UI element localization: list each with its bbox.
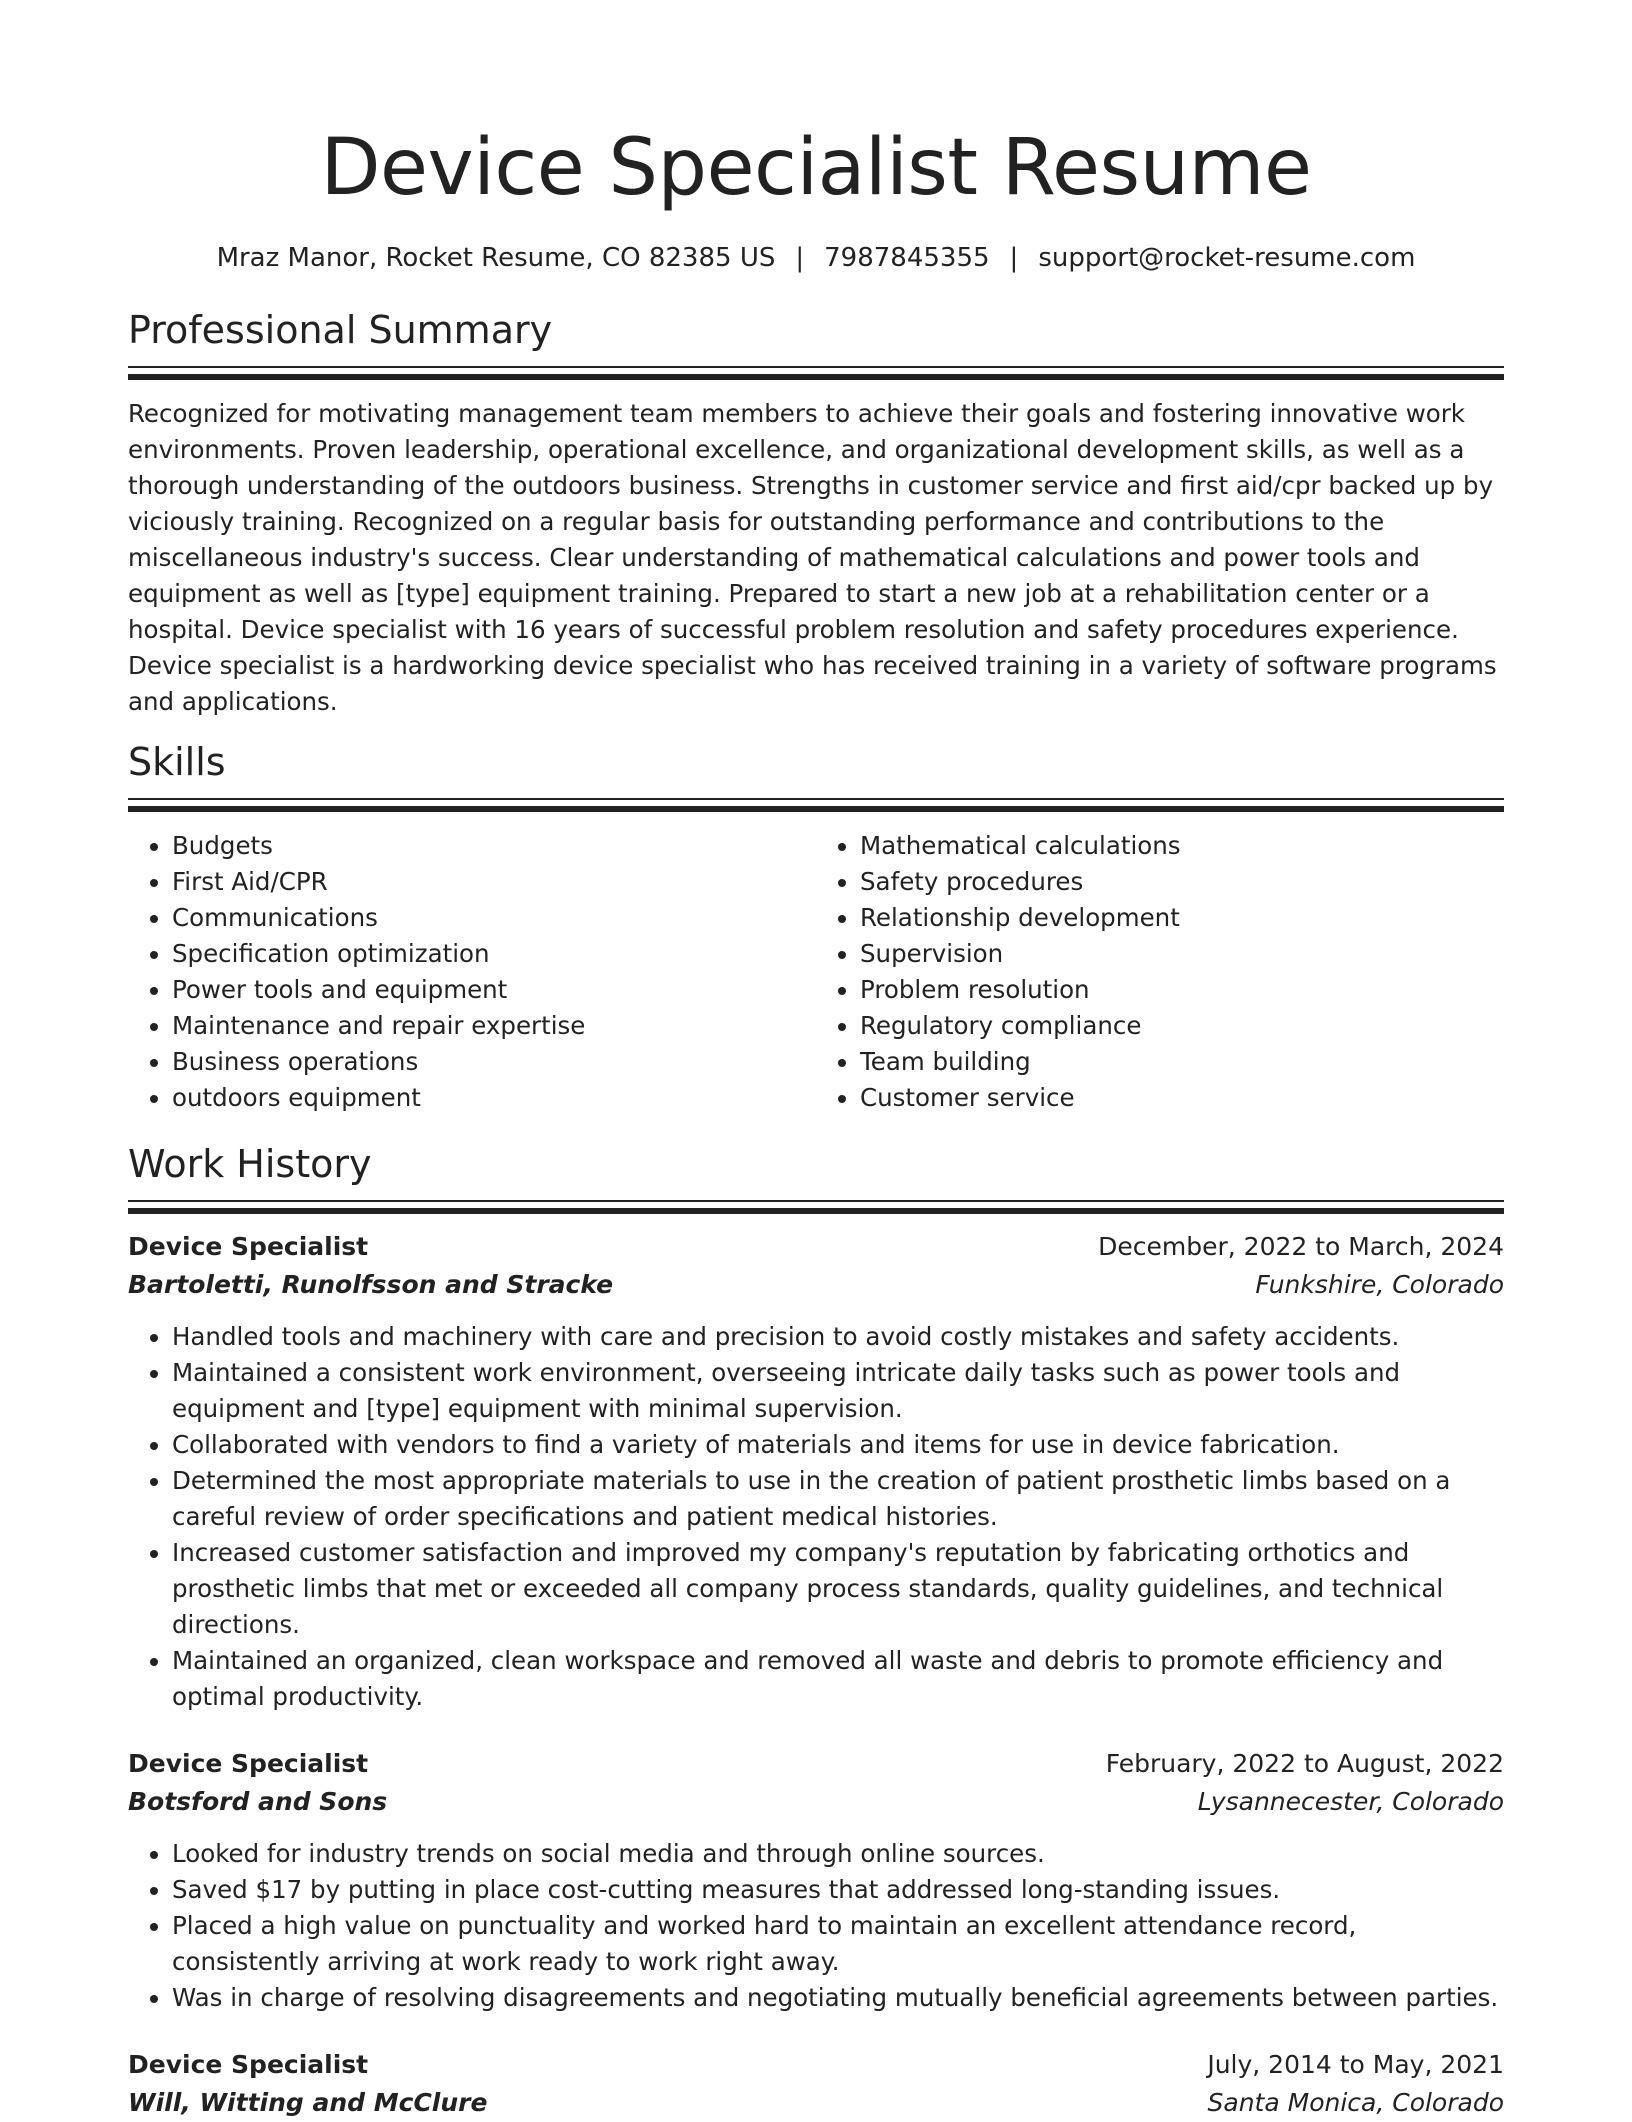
section-rule-thin bbox=[128, 366, 1504, 368]
skills-grid bbox=[128, 828, 1504, 1116]
summary-text: Recognized for motivating management team members to achieve their goals and fostering innovative work environments. Proven leadership, operational excellence, and organizational development skills, as well as a thorough understanding of the outdoors business. Strengths in customer service and first aid/cpr backed up by viciously training. Recognized on a regular basis for outstanding performance and contributions to the miscellaneous industry's success. Clear understanding of mathematical calculations and power tools and equipment as well as [type] equipment training. Prepared to start a new job at a rehabilitation center or a hospital. Device specialist with 16 years of successful problem resolution and safety procedures experience. Device specialist is a hardworking device specialist who has received training in a variety of software programs and applications. bbox=[128, 399, 1497, 716]
job-location: Funkshire, Colorado bbox=[1255, 1270, 1504, 1299]
skill-item: • Safety procedures bbox=[860, 864, 1504, 900]
skill-item: • Regulatory compliance bbox=[860, 1008, 1504, 1044]
skill-item: • Power tools and equipment bbox=[172, 972, 816, 1008]
skill-item: • Specification optimization bbox=[172, 936, 816, 972]
skill-item: • Budgets bbox=[172, 828, 816, 864]
skill-item: • outdoors equipment bbox=[172, 1080, 816, 1116]
job-bullets bbox=[128, 1319, 1504, 1715]
job-bullet: • Was in charge of resolving disagreements and negotiating mutually beneficial agreements between parties. bbox=[172, 1980, 1504, 2016]
job-dates: December, 2022 to March, 2024 bbox=[1098, 1232, 1504, 1261]
skills-column-right bbox=[816, 828, 1504, 1116]
skills-column-left bbox=[128, 828, 816, 1116]
job-subheader-row bbox=[128, 2084, 1504, 2122]
job-title: Device Specialist bbox=[128, 1749, 369, 1778]
job-title: Device Specialist bbox=[128, 1232, 369, 1261]
contact-phone: 7987845355 bbox=[824, 243, 990, 273]
job-subheader-row bbox=[128, 1783, 1504, 1821]
job-bullet: • Increased customer satisfaction and improved my company's reputation by fabricating orthotics and prosthetic limbs that met or exceeded all company process standards, quality guidelines, and technical directions. bbox=[172, 1535, 1504, 1643]
summary-heading: Professional Summary bbox=[128, 308, 553, 352]
contact-separator: | bbox=[795, 243, 805, 273]
skills-section bbox=[128, 736, 1504, 1116]
resume-title: Device Specialist Resume bbox=[320, 123, 1312, 213]
section-rule-thin bbox=[128, 798, 1504, 800]
job-header-row bbox=[128, 1745, 1504, 1783]
job-company: Bartoletti, Runolfsson and Stracke bbox=[128, 1270, 614, 1299]
job-company: Will, Witting and McClure bbox=[128, 2088, 488, 2117]
contact-email: support@rocket-resume.com bbox=[1038, 243, 1416, 273]
job-location: Santa Monica, Colorado bbox=[1207, 2088, 1504, 2117]
job-entry bbox=[128, 2046, 1504, 2122]
job-bullet: • Maintained a consistent work environment, overseeing intricate daily tasks such as power tools and equipment and [type] equipment with minimal supervision. bbox=[172, 1355, 1504, 1427]
job-bullet: • Collaborated with vendors to find a variety of materials and items for use in device fabrication. bbox=[172, 1427, 1504, 1463]
skill-item: • Business operations bbox=[172, 1044, 816, 1080]
job-subheader-row bbox=[128, 1266, 1504, 1304]
skill-item: • First Aid/CPR bbox=[172, 864, 816, 900]
job-bullet: • Looked for industry trends on social media and through online sources. bbox=[172, 1836, 1504, 1872]
skill-item: • Supervision bbox=[860, 936, 1504, 972]
section-rule-thin bbox=[128, 1200, 1504, 1202]
contact-separator: | bbox=[1009, 243, 1019, 273]
contact-address: Mraz Manor, Rocket Resume, CO 82385 US bbox=[216, 243, 776, 273]
skill-item: • Relationship development bbox=[860, 900, 1504, 936]
job-entry bbox=[128, 1745, 1504, 2016]
section-rule-thick bbox=[128, 374, 1504, 380]
job-company: Botsford and Sons bbox=[128, 1787, 388, 1816]
job-bullet: • Handled tools and machinery with care and precision to avoid costly mistakes and safety accidents. bbox=[172, 1319, 1504, 1355]
job-header-row bbox=[128, 1228, 1504, 1266]
skill-item: • Mathematical calculations bbox=[860, 828, 1504, 864]
work-history-section bbox=[128, 1138, 1504, 2122]
skill-item: • Maintenance and repair expertise bbox=[172, 1008, 816, 1044]
job-bullet: • Determined the most appropriate materials to use in the creation of patient prosthetic limbs based on a careful review of order specifications and patient medical histories. bbox=[172, 1463, 1504, 1535]
job-entry bbox=[128, 1228, 1504, 1715]
skills-heading: Skills bbox=[128, 740, 226, 784]
job-bullet: • Saved $17 by putting in place cost-cutting measures that addressed long-standing issues. bbox=[172, 1872, 1504, 1908]
job-bullet: • Placed a high value on punctuality and worked hard to maintain an excellent attendance record, consistently arriving at work ready to work right away. bbox=[172, 1908, 1504, 1980]
job-header-row bbox=[128, 2046, 1504, 2084]
job-location: Lysannecester, Colorado bbox=[1197, 1787, 1504, 1816]
resume-content bbox=[128, 0, 1504, 2122]
skill-item: • Customer service bbox=[860, 1080, 1504, 1116]
skill-item: • Communications bbox=[172, 900, 816, 936]
job-bullet: • Maintained an organized, clean workspace and removed all waste and debris to promote efficiency and optimal productivity. bbox=[172, 1643, 1504, 1715]
summary-section bbox=[128, 304, 1504, 720]
section-rule-thick bbox=[128, 1208, 1504, 1214]
job-bullets bbox=[128, 1836, 1504, 2016]
work-history-heading: Work History bbox=[128, 1142, 372, 1186]
job-title: Device Specialist bbox=[128, 2050, 369, 2079]
skill-item: • Team building bbox=[860, 1044, 1504, 1080]
job-dates: July, 2014 to May, 2021 bbox=[1207, 2050, 1504, 2079]
section-rule-thick bbox=[128, 806, 1504, 812]
skill-item: • Problem resolution bbox=[860, 972, 1504, 1008]
contact-line bbox=[128, 240, 1504, 276]
job-dates: February, 2022 to August, 2022 bbox=[1105, 1749, 1504, 1778]
